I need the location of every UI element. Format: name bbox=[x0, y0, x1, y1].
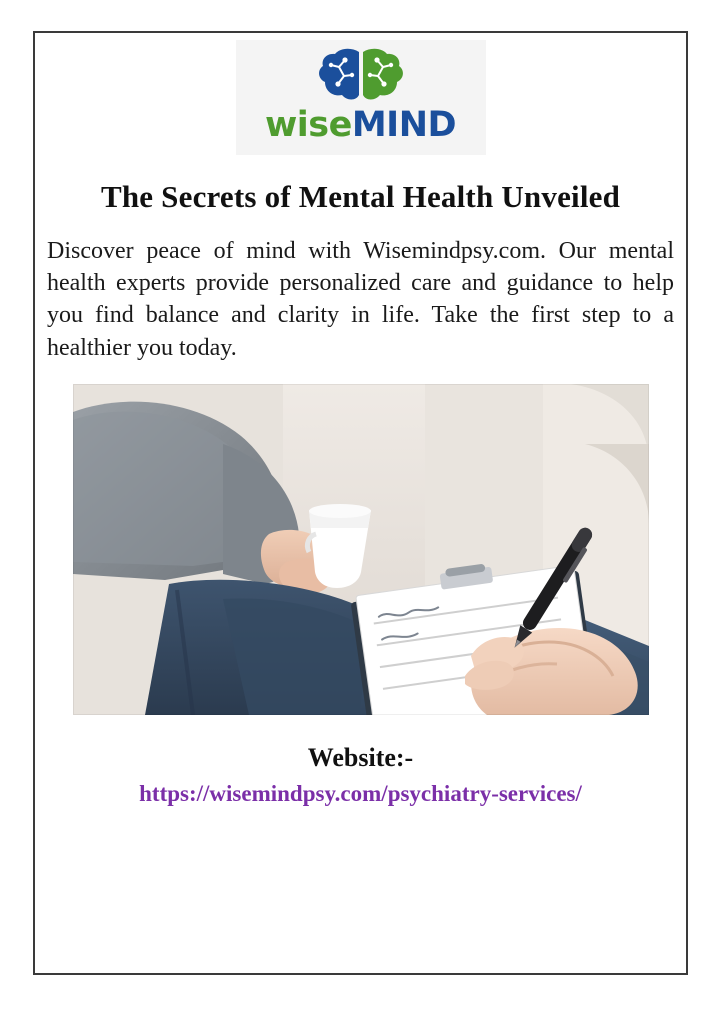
page-title: The Secrets of Mental Health Unveiled bbox=[100, 179, 621, 214]
brain-icon bbox=[236, 44, 486, 106]
brand-logo bbox=[236, 40, 486, 155]
logo-word-wise: wise bbox=[264, 105, 352, 145]
website-url[interactable]: https://wisemindpsy.com/psychiatry-services/ bbox=[139, 781, 582, 807]
body-paragraph: Discover peace of mind with Wisemindpsy.com. Our mental health experts provide personalized care and guidance to help you find balance and clarity in life. Take the first step to a healthier you today. bbox=[47, 237, 674, 361]
logo-word-mind: MIND bbox=[351, 105, 457, 145]
page-content bbox=[45, 40, 676, 966]
therapy-session-photo bbox=[73, 384, 649, 715]
logo-wordmark bbox=[236, 106, 486, 149]
website-label: Website:- bbox=[307, 743, 414, 773]
